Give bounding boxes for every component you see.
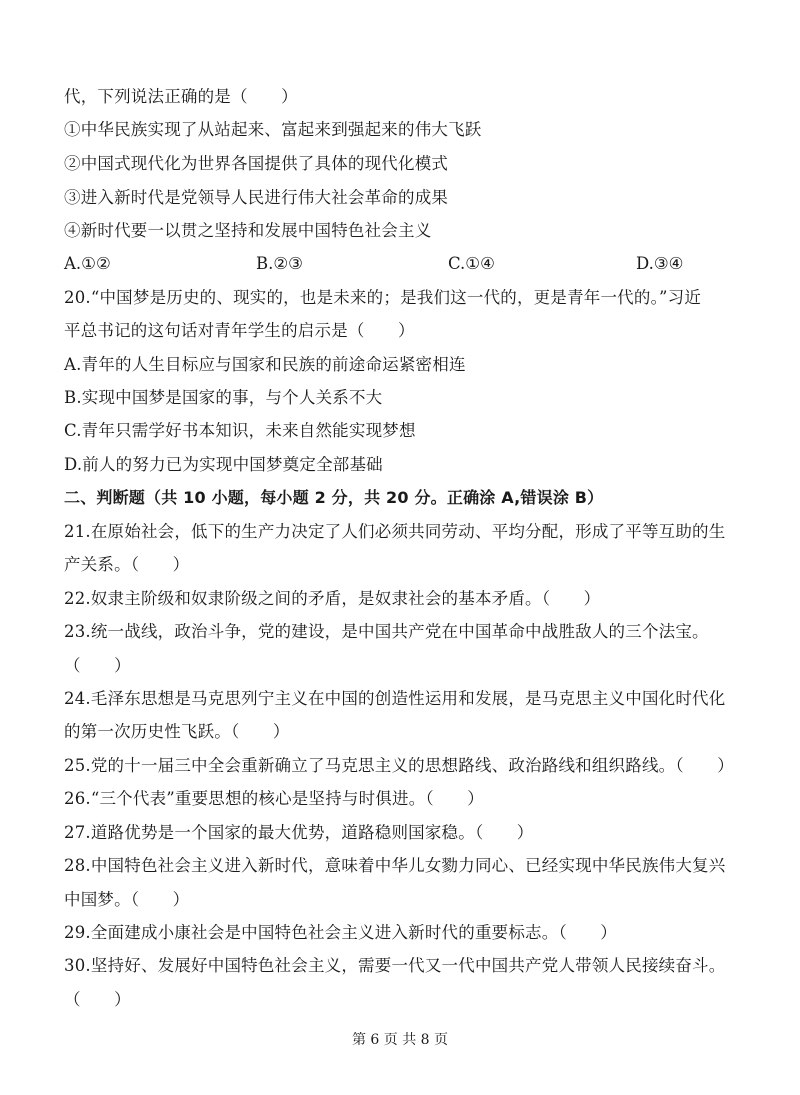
q30-line-1: 30.坚持好、发展好中国特色社会主义，需要一代又一代中国共产党人带领人民接续奋斗。 [64,956,726,975]
q21-line-2: 产关系。（ ） [64,555,190,574]
q19-stem-tail: 代，下列说法正确的是（ ） [64,87,298,106]
q19-statement-3: ③进入新时代是党领导人民进行伟大社会革命的成果 [64,188,449,207]
q20-option-c: C.青年只需学好书本知识，未来自然能实现梦想 [64,421,416,440]
q25: 25.党的十一届三中全会重新确立了马克思主义的思想路线、政治路线和组织路线。（ ） [64,756,734,775]
q20-stem-line-2: 平总书记的这句话对青年学生的启示是（ ） [64,321,415,340]
q22: 22.奴隶主阶级和奴隶阶级之间的矛盾，是奴隶社会的基本矛盾。（ ） [64,589,601,608]
q19-statement-4: ④新时代要一以贯之坚持和发展中国特色社会主义 [64,221,432,240]
q26: 26.“三个代表”重要思想的核心是坚持与时俱进。（ ） [64,789,484,808]
q20-stem-line-1: 20.“中国梦是历史的、现实的，也是未来的；是我们这一代的，更是青年一代的。”习近 [64,288,702,307]
q19-option-a: A.①② [64,254,111,273]
q20-option-d: D.前人的努力已为实现中国梦奠定全部基础 [64,455,383,474]
q20-option-b: B.实现中国梦是国家的事，与个人关系不大 [64,388,383,407]
q20-option-a: A.青年的人生目标应与国家和民族的前途命运紧密相连 [64,355,466,374]
q19-option-c: C.①④ [448,254,495,273]
q23-line-2: （ ） [64,656,131,675]
q19-statement-2: ②中国式现代化为世界各国提供了具体的现代化模式 [64,154,449,173]
q28-line-1: 28.中国特色社会主义进入新时代，意味着中华儿女勠力同心、已经实现中华民族伟大复兴 [64,856,726,875]
q19-statement-1: ①中华民族实现了从站起来、富起来到强起来的伟大飞跃 [64,120,482,139]
q30-line-2: （ ） [64,990,131,1009]
q28-line-2: 中国梦。（ ） [64,890,190,909]
q27: 27.道路优势是一个国家的最大优势，道路稳则国家稳。（ ） [64,823,534,842]
q29: 29.全面建成小康社会是中国特色社会主义进入新时代的重要标志。（ ） [64,923,617,942]
q19-option-d: D.③④ [636,254,684,273]
section-2-heading: 二、判断题（共 10 小题，每小题 2 分，共 20 分。正确涂 A,错误涂 B） [64,488,604,507]
q21-line-1: 21.在原始社会，低下的生产力决定了人们必须共同劳动、平均分配，形成了平等互助的生 [64,522,726,541]
q24-line-2: 的第一次历史性飞跃。（ ） [64,722,290,741]
q23-line-1: 23.统一战线，政治斗争，党的建设，是中国共产党在中国革命中战胜敌人的三个法宝。 [64,622,709,641]
q19-options [64,253,754,275]
q19-option-b: B.②③ [256,254,303,273]
page-number-footer: 第 6 页 共 8 页 [351,1032,449,1048]
q24-line-1: 24.毛泽东思想是马克思列宁主义在中国的创造性运用和发展，是马克思主义中国化时代化 [64,689,726,708]
